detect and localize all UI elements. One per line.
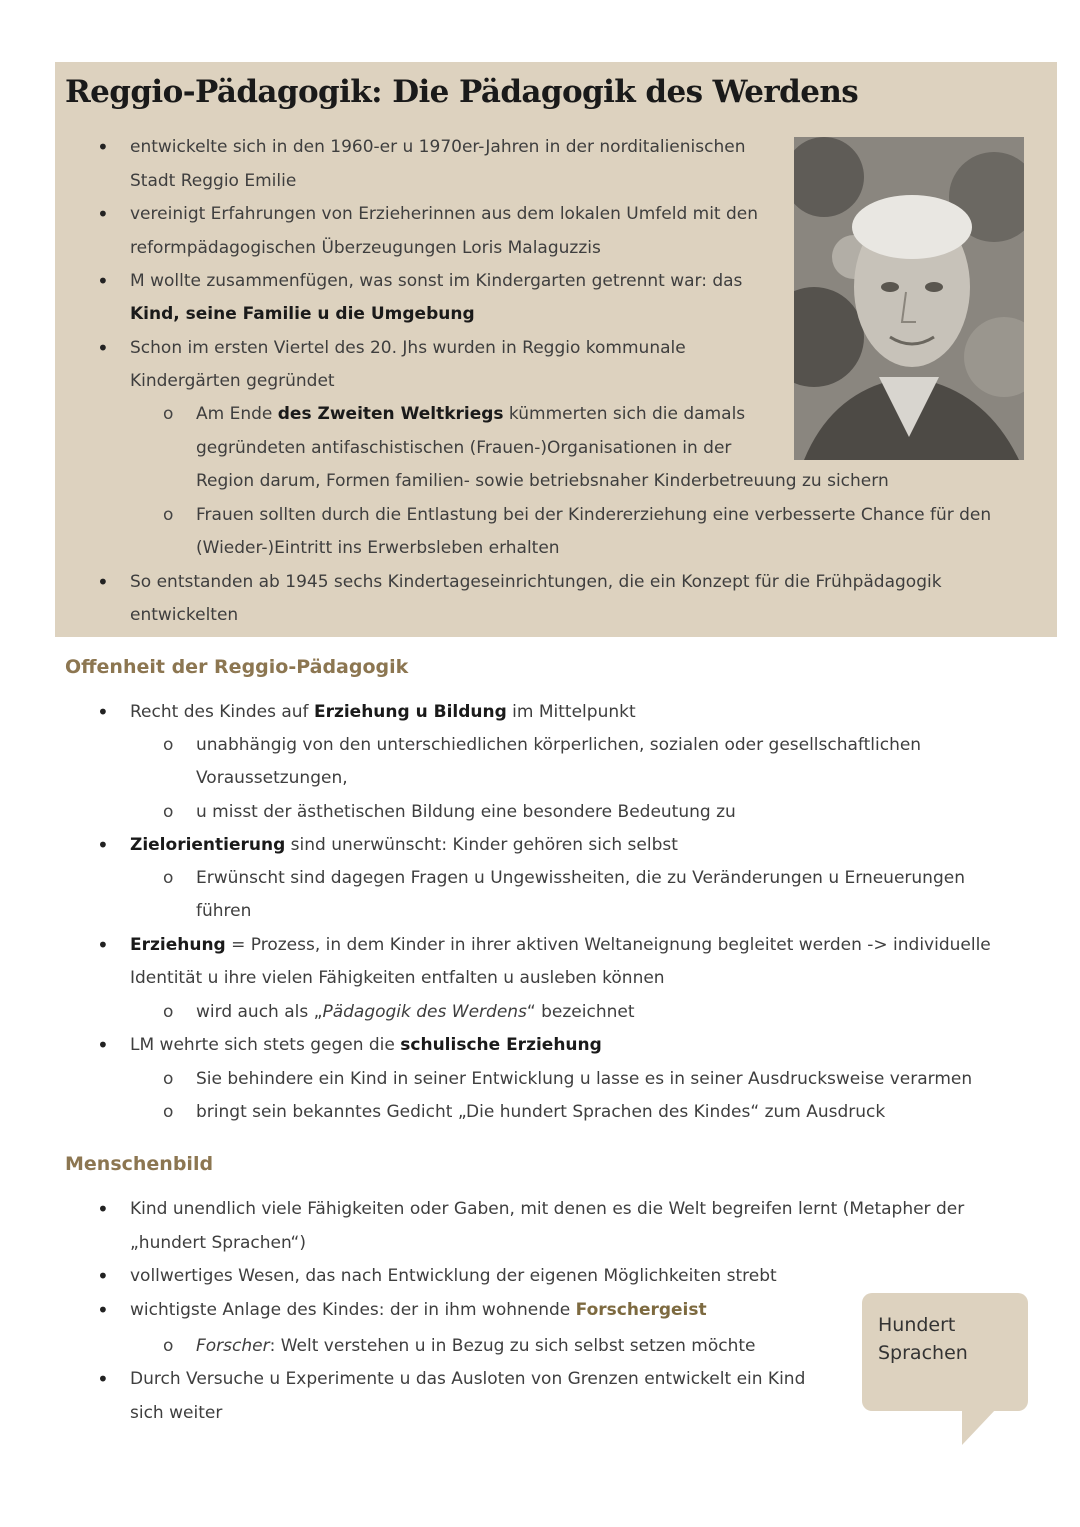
section-heading-offenheit: Offenheit der Reggio-Pädagogik (65, 656, 409, 678)
hero-sub-1-line-3: Region darum, Formen familien- sowie betriebsnaher Kinderbetreuung zu sichern (196, 471, 889, 491)
offenheit-sub-1-line-2: Voraussetzungen, (196, 768, 348, 788)
accent-text: Forschergeist (575, 1300, 707, 1320)
portrait-image (794, 137, 1024, 460)
bullet-marker: • (97, 1197, 109, 1221)
menschenbild-sub-1: Forscher: Welt verstehen u in Bezug zu sich selbst setzen möchte (196, 1336, 756, 1356)
sub-bullet-marker: o (163, 505, 174, 525)
portrait-photo (794, 137, 1024, 460)
menschenbild-bullet-4-line-1: Durch Versuche u Experimente u das Ausloten von Grenzen entwickelt ein Kind (130, 1369, 806, 1389)
hero-sub-2-line-2: (Wieder-)Eintritt ins Erwerbsleben erhalten (196, 538, 560, 558)
emphasis-text: Zielorientierung (130, 835, 286, 855)
emphasis-text: Erziehung (130, 935, 226, 955)
menschenbild-bullet-4-line-2: sich weiter (130, 1403, 223, 1423)
emphasis-text: schulische Erziehung (400, 1035, 602, 1055)
menschenbild-bullet-1-line-2: „hundert Sprachen“) (130, 1233, 306, 1253)
emphasis-text: Kind, seine Familie u die Umgebung (130, 304, 475, 324)
offenheit-sub-6: bringt sein bekanntes Gedicht „Die hundert Sprachen des Kindes“ zum Ausdruck (196, 1102, 886, 1122)
hero-bullet-5-line-1: So entstanden ab 1945 sechs Kindertageseinrichtungen, die ein Konzept für die Frühpädagogik (130, 572, 942, 592)
bullet-marker: • (97, 570, 109, 594)
speech-bubble-callout (862, 1293, 1028, 1411)
hero-bullet-1-line-2: Stadt Reggio Emilie (130, 171, 297, 191)
sub-bullet-marker: o (163, 1102, 174, 1122)
sub-bullet-marker: o (163, 404, 174, 424)
offenheit-sub-3-line-2: führen (196, 901, 252, 921)
emphasis-text: Erziehung u Bildung (313, 702, 507, 722)
hero-bullet-4-line-1: Schon im ersten Viertel des 20. Jhs wurden in Reggio kommunale (130, 338, 686, 358)
bullet-marker: • (97, 1033, 109, 1057)
bullet-marker: • (97, 700, 109, 724)
hero-bullet-4-line-2: Kindergärten gegründet (130, 371, 335, 391)
bullet-marker: • (97, 1264, 109, 1288)
sub-bullet-marker: o (163, 735, 174, 755)
section-heading-menschenbild: Menschenbild (65, 1153, 214, 1175)
italic-text: Pädagogik des Werdens (322, 1002, 527, 1022)
offenheit-sub-5: Sie behindere ein Kind in seiner Entwicklung u lasse es in seiner Ausdrucksweise verarmen (196, 1069, 973, 1089)
menschenbild-bullet-1-line-1: Kind unendlich viele Fähigkeiten oder Gaben, mit denen es die Welt begreifen lernt (Metapher der (130, 1199, 965, 1219)
bullet-marker: • (97, 269, 109, 293)
offenheit-sub-4: wird auch als „Pädagogik des Werdens“ bezeichnet (196, 1002, 635, 1022)
page-title: Reggio-Pädagogik: Die Pädagogik des Werdens (65, 74, 859, 110)
hero-bullet-3-line-2 (130, 303, 475, 325)
emphasis-text: des Zweiten Weltkriegs (277, 404, 504, 424)
offenheit-bullet-2: Zielorientierung sind unerwünscht: Kinder gehören sich selbst (130, 835, 678, 855)
offenheit-sub-3-line-1: Erwünscht sind dagegen Fragen u Ungewissheiten, die zu Veränderungen u Erneuerungen (196, 868, 965, 888)
bullet-marker: • (97, 933, 109, 957)
offenheit-sub-1-line-1: unabhängig von den unterschiedlichen körperlichen, sozialen oder gesellschaftlichen (196, 735, 922, 755)
hero-bullet-1-line-1: entwickelte sich in den 1960-er u 1970er-Jahren in der norditalienischen (130, 137, 746, 157)
sub-bullet-marker: o (163, 1002, 174, 1022)
hero-bullet-2-line-2: reformpädagogischen Überzeugungen Loris Malaguzzis (130, 238, 601, 258)
offenheit-bullet-3-line-2: Identität u ihre vielen Fähigkeiten entfalten u ausleben können (130, 968, 665, 988)
sub-bullet-marker: o (163, 1336, 174, 1356)
sub-bullet-marker: o (163, 802, 174, 822)
hero-sub-1-line-1: Am Ende des Zweiten Weltkriegs kümmerten sich die damals (196, 404, 746, 424)
callout-text: Hundert Sprachen (878, 1314, 968, 1364)
sub-bullet-marker: o (163, 868, 174, 888)
bullet-marker: • (97, 1298, 109, 1322)
bullet-marker: • (97, 833, 109, 857)
bullet-marker: • (97, 1367, 109, 1391)
hero-bullet-2-line-1: vereinigt Erfahrungen von Erzieherinnen aus dem lokalen Umfeld mit den (130, 204, 759, 224)
bullet-marker: • (97, 135, 109, 159)
speech-bubble-tail (962, 1409, 996, 1445)
offenheit-bullet-1: Recht des Kindes auf Erziehung u Bildung im Mittelpunkt (130, 702, 636, 722)
offenheit-bullet-3-line-1: Erziehung = Prozess, in dem Kinder in ihrer aktiven Weltaneignung begleitet werden -> individuelle (130, 935, 991, 955)
offenheit-sub-2: u misst der ästhetischen Bildung eine besondere Bedeutung zu (196, 802, 736, 822)
hero-sub-2-line-1: Frauen sollten durch die Entlastung bei der Kindererziehung eine verbesserte Chance für den (196, 505, 992, 525)
menschenbild-bullet-3: wichtigste Anlage des Kindes: der in ihm wohnende Forschergeist (130, 1300, 707, 1320)
bullet-marker: • (97, 336, 109, 360)
offenheit-bullet-4: LM wehrte sich stets gegen die schulische Erziehung (130, 1035, 602, 1055)
hero-bullet-3-line-1: M wollte zusammenfügen, was sonst im Kindergarten getrennt war: das (130, 271, 743, 291)
hero-sub-1-line-2: gegründeten antifaschistischen (Frauen-)Organisationen in der (196, 438, 732, 458)
sub-bullet-marker: o (163, 1069, 174, 1089)
italic-text: Forscher (196, 1336, 270, 1356)
bullet-marker: • (97, 202, 109, 226)
menschenbild-bullet-2: vollwertiges Wesen, das nach Entwicklung der eigenen Möglichkeiten strebt (130, 1266, 777, 1286)
hero-bullet-5-line-2: entwickelten (130, 605, 239, 625)
